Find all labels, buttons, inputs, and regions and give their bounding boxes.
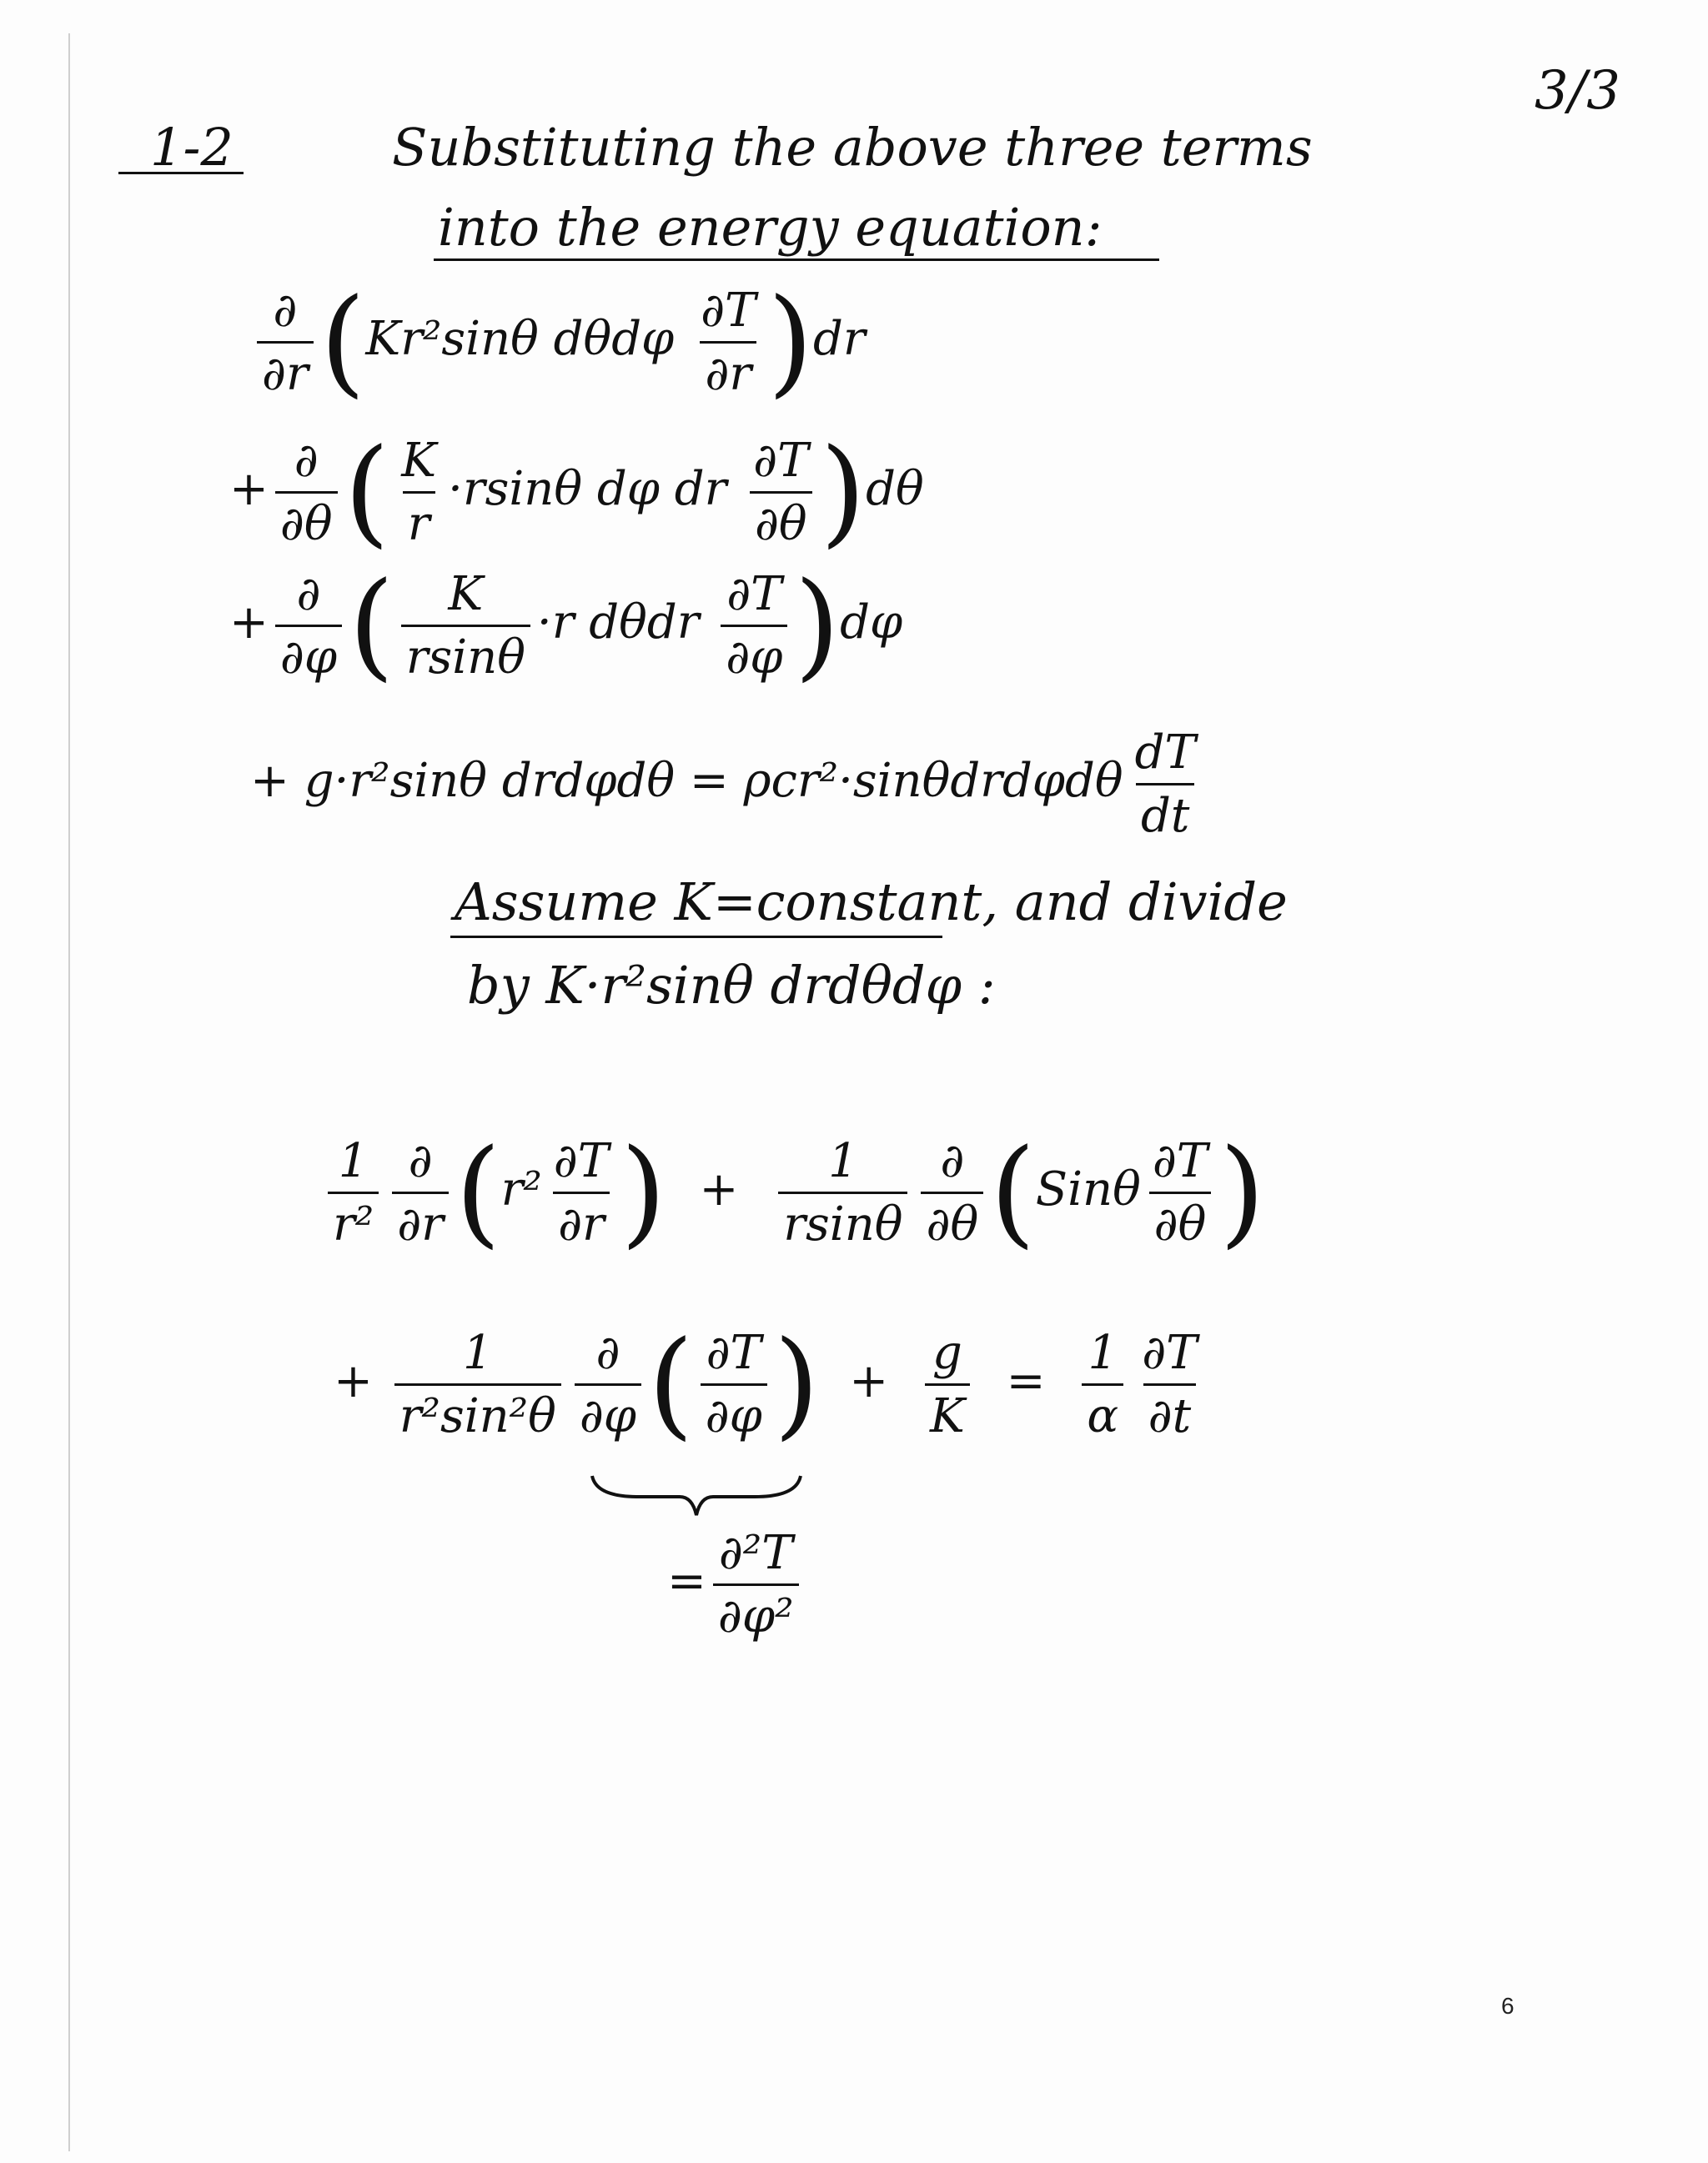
frac-dT-dt-2: $\frac{\partial T}{\partial t}$ — [1142, 1326, 1198, 1443]
final1-inner: r² — [500, 1162, 542, 1217]
assume-rest: , and divide — [982, 871, 1288, 932]
problem-label-underline — [118, 172, 244, 174]
equation-line-1: $\frac{\partial}{\partial r}$ (Kr²sinθ dθdφ $\frac{\partial T}{\partial r}$ )dr — [250, 284, 866, 401]
frac-1-r2: $\frac{1}{\text{r²}}$ — [328, 1134, 379, 1252]
brace-note: = $\frac{\text{∂²T}}{\text{∂φ²}}$ — [667, 1526, 806, 1644]
final1-inner2: Sinθ — [1035, 1162, 1141, 1217]
frac-g-k: $\frac{g}{K}$ — [925, 1326, 970, 1443]
scan-edge-line — [68, 33, 70, 2151]
frac-1-r2sin2theta: $\frac{1}{\text{r²sin²θ}}$ — [394, 1326, 561, 1443]
frac-dT-dtheta-2: $\frac{\partial T}{\partial\theta}$ — [1148, 1134, 1213, 1252]
final-equation-line-2: + $\frac{1}{\text{r²sin²θ}}$ $\frac{\partial}{\partial\varphi}$ ( $\frac{\partial T}{\partial\varphi}$ ) + $\frac{g}{K}$ = $\frac{1}{\alpha}$ $\frac{\partial T}{\partial t}$ — [334, 1326, 1209, 1443]
frac-d2T-dphi2: $\frac{\text{∂²T}}{\text{∂φ²}}$ — [713, 1526, 799, 1644]
underbrace — [588, 1472, 805, 1522]
intro-underline — [434, 258, 1159, 261]
intro-line-1: Substituting the above three terms — [392, 117, 1313, 178]
equation-line-3: + $\frac{\partial}{\partial\varphi}$ ( $\frac{K}{rsin\theta}$ ·r dθdr $\frac{\partial T}{\partial\varphi}$ )dφ — [229, 557, 903, 694]
eq4-lhs: + g·r²sinθ drdφdθ = — [250, 754, 729, 808]
page-fraction: 3/3 — [1535, 60, 1620, 122]
page-number: 6 — [1501, 1993, 1515, 2019]
eq1-body: Kr²sinθ dθdφ — [365, 312, 675, 366]
frac-d-dtheta: $\frac{\partial}{\partial\theta}$ — [275, 434, 338, 551]
frac-d-dphi: $\frac{\partial}{\partial\varphi}$ — [275, 567, 342, 685]
frac-1-alpha: $\frac{1}{\alpha}$ — [1082, 1326, 1123, 1443]
eq3-tail: dφ — [840, 595, 903, 650]
frac-dT-dphi: $\frac{\partial T}{\partial\varphi}$ — [721, 567, 787, 685]
frac-d-dr-2: $\frac{\partial}{\partial r}$ — [392, 1134, 449, 1252]
frac-dT-dr-2: $\frac{\partial T}{\partial r}$ — [553, 1134, 610, 1252]
assume-line-2: by K·r²sinθ drdθdφ : — [467, 955, 996, 1016]
frac-dT-dt: $\frac{dT}{dt}$ — [1134, 725, 1196, 843]
equation-line-2: + $\frac{\partial}{\partial\theta}$ ( $\frac{K}{r}$ ·rsinθ dφ dr $\frac{\partial T}{\partial\theta}$ )dθ — [229, 424, 924, 560]
frac-dT-dphi-2: $\frac{\partial T}{\partial\varphi}$ — [701, 1326, 767, 1443]
eq3-body: ·r dθdr — [536, 595, 700, 650]
eq4-rhs: ρcr²·sinθdrdφdθ — [743, 754, 1123, 808]
frac-dT-dr: $\frac{\partial T}{\partial r}$ — [701, 284, 756, 401]
final-equation-line-1: $\frac{1}{\text{r²}}$ $\frac{\partial}{\partial r}$ (r² $\frac{\partial T}{\partial r}$ ) + $\frac{1}{rsin\theta}$ $\frac{\partial}{\partial\theta}$ (Sinθ $\frac{\partial T}{\partial\theta}$ ) — [321, 1134, 1265, 1252]
frac-dT-dtheta: $\frac{\partial T}{\partial\theta}$ — [748, 434, 813, 551]
eq2-tail: dθ — [866, 462, 924, 516]
frac-d-dphi-2: $\frac{\partial}{\partial\varphi}$ — [575, 1326, 641, 1443]
eq2-body: ·rsinθ dφ dr — [448, 462, 727, 516]
frac-d-dr: $\frac{\partial}{\partial r}$ — [257, 284, 314, 401]
eq1-tail: dr — [813, 312, 866, 366]
assume-line-1 — [455, 871, 1288, 932]
frac-1-rsintheta: $\frac{1}{rsin\theta}$ — [778, 1134, 907, 1252]
equation-line-4 — [250, 725, 1208, 843]
frac-k-r: $\frac{K}{r}$ — [401, 434, 437, 551]
intro-line-2: into the energy equation: — [438, 197, 1103, 258]
problem-label: 1-2 — [150, 117, 234, 178]
assume-underline — [450, 936, 942, 938]
assume-underlined: Assume K=constant — [455, 871, 982, 932]
frac-d-dtheta-2: $\frac{\partial}{\partial\theta}$ — [921, 1134, 983, 1252]
frac-k-rsintheta: $\frac{K}{rsin\theta}$ — [401, 567, 530, 685]
